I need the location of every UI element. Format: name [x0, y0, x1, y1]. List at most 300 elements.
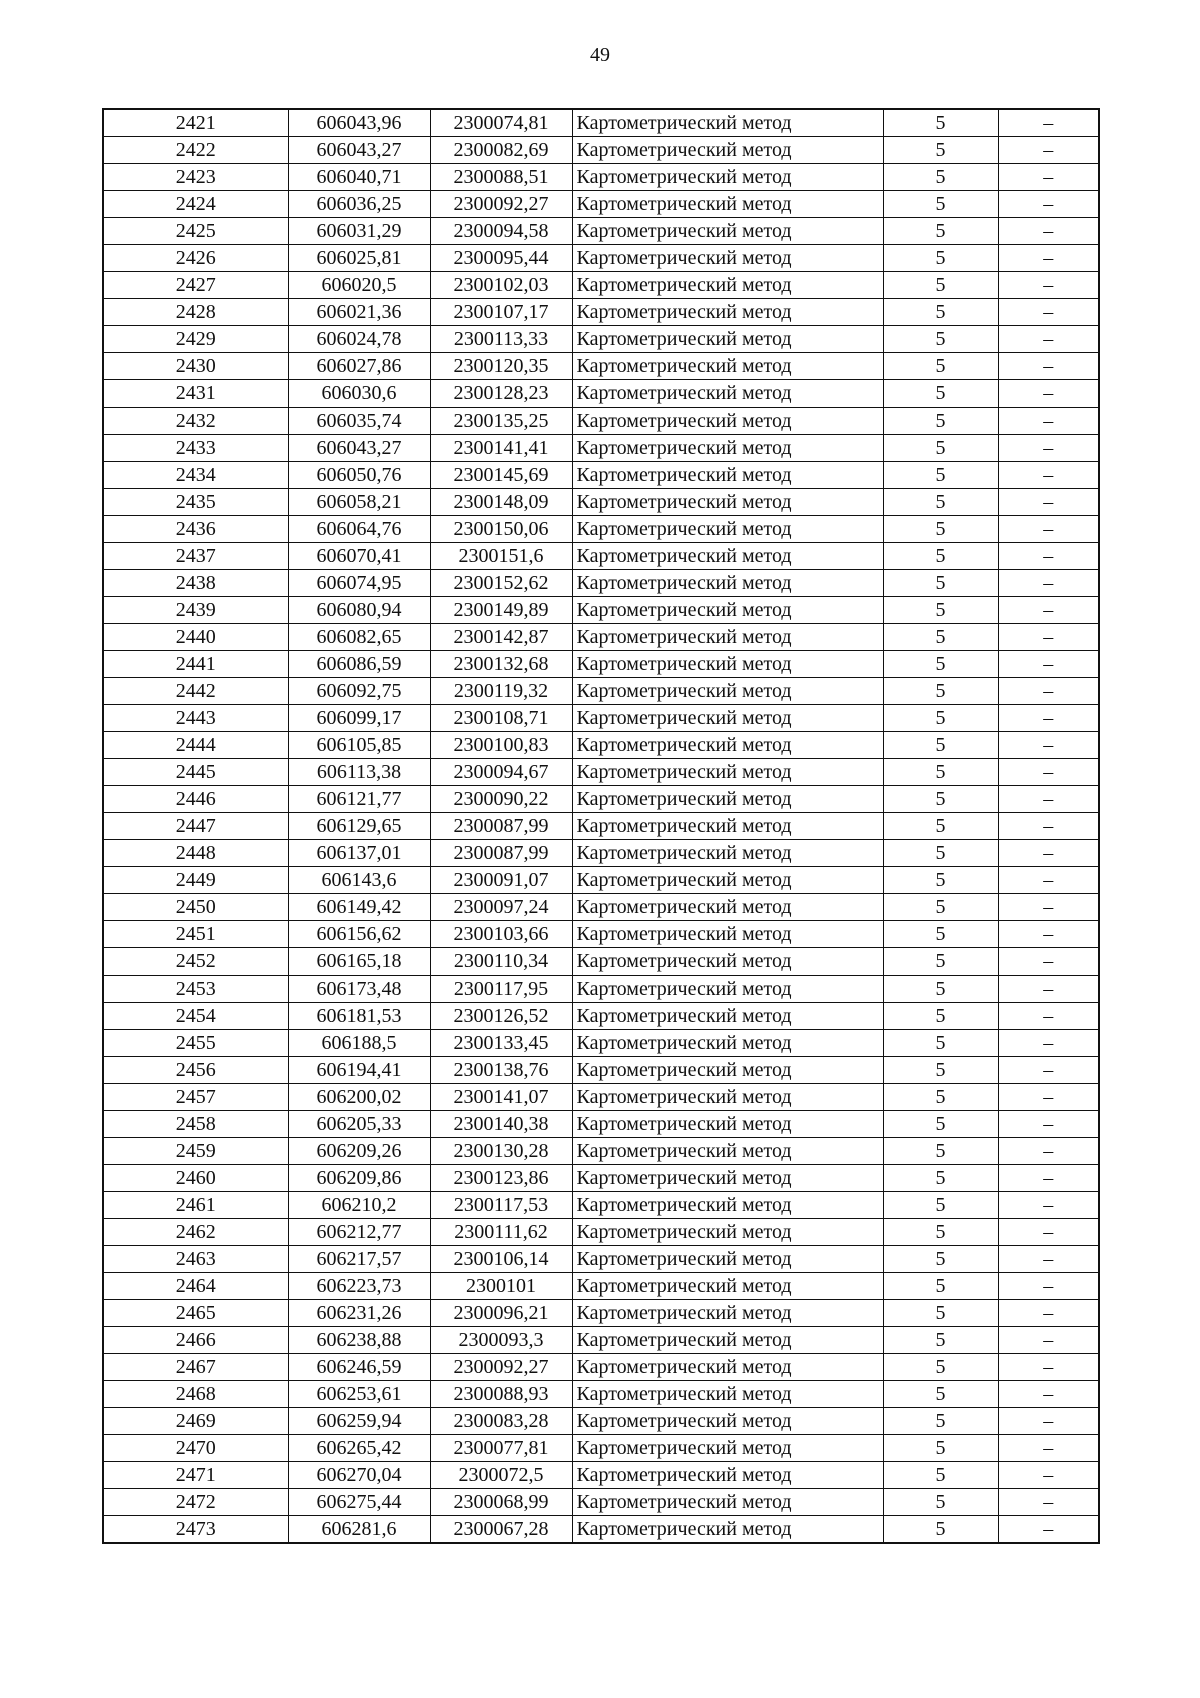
- accuracy-cell: 5: [883, 623, 998, 650]
- point-number-cell: 2459: [103, 1137, 288, 1164]
- accuracy-cell: 5: [883, 1462, 998, 1489]
- y-coordinate-cell: 2300094,67: [430, 759, 572, 786]
- description-cell: –: [998, 109, 1099, 137]
- x-coordinate-cell: 606181,53: [288, 1002, 430, 1029]
- description-cell: –: [998, 1408, 1099, 1435]
- accuracy-cell: 5: [883, 1273, 998, 1300]
- x-coordinate-cell: 606129,65: [288, 813, 430, 840]
- table-row: [103, 353, 1099, 380]
- table-row: [103, 650, 1099, 677]
- page-number: 49: [590, 44, 610, 66]
- table-row: [103, 596, 1099, 623]
- point-number-cell: 2424: [103, 191, 288, 218]
- point-number-cell: 2466: [103, 1327, 288, 1354]
- method-cell: Картометрический метод: [572, 1191, 883, 1218]
- table-row: [103, 975, 1099, 1002]
- accuracy-cell: 5: [883, 407, 998, 434]
- description-cell: –: [998, 596, 1099, 623]
- point-number-cell: 2461: [103, 1191, 288, 1218]
- table-row: [103, 1137, 1099, 1164]
- x-coordinate-cell: 606188,5: [288, 1029, 430, 1056]
- accuracy-cell: 5: [883, 1435, 998, 1462]
- x-coordinate-cell: 606024,78: [288, 326, 430, 353]
- table-row: [103, 948, 1099, 975]
- accuracy-cell: 5: [883, 921, 998, 948]
- table-row: [103, 732, 1099, 759]
- point-number-cell: 2422: [103, 137, 288, 164]
- point-number-cell: 2469: [103, 1408, 288, 1435]
- method-cell: Картометрический метод: [572, 109, 883, 137]
- accuracy-cell: 5: [883, 245, 998, 272]
- y-coordinate-cell: 2300117,95: [430, 975, 572, 1002]
- x-coordinate-cell: 606253,61: [288, 1381, 430, 1408]
- y-coordinate-cell: 2300088,93: [430, 1381, 572, 1408]
- x-coordinate-cell: 606212,77: [288, 1218, 430, 1245]
- table-row: [103, 677, 1099, 704]
- description-cell: –: [998, 1354, 1099, 1381]
- description-cell: –: [998, 1435, 1099, 1462]
- point-number-cell: 2449: [103, 867, 288, 894]
- method-cell: Картометрический метод: [572, 218, 883, 245]
- point-number-cell: 2448: [103, 840, 288, 867]
- method-cell: Картометрический метод: [572, 1327, 883, 1354]
- y-coordinate-cell: 2300132,68: [430, 650, 572, 677]
- point-number-cell: 2455: [103, 1029, 288, 1056]
- point-number-cell: 2465: [103, 1300, 288, 1327]
- method-cell: Картометрический метод: [572, 1002, 883, 1029]
- y-coordinate-cell: 2300111,62: [430, 1218, 572, 1245]
- accuracy-cell: 5: [883, 867, 998, 894]
- point-number-cell: 2460: [103, 1164, 288, 1191]
- accuracy-cell: 5: [883, 461, 998, 488]
- point-number-cell: 2434: [103, 461, 288, 488]
- method-cell: Картометрический метод: [572, 840, 883, 867]
- description-cell: –: [998, 1191, 1099, 1218]
- y-coordinate-cell: 2300128,23: [430, 380, 572, 407]
- x-coordinate-cell: 606270,04: [288, 1462, 430, 1489]
- x-coordinate-cell: 606259,94: [288, 1408, 430, 1435]
- table-row: [103, 380, 1099, 407]
- y-coordinate-cell: 2300123,86: [430, 1164, 572, 1191]
- x-coordinate-cell: 606200,02: [288, 1083, 430, 1110]
- method-cell: Картометрический метод: [572, 191, 883, 218]
- description-cell: –: [998, 1245, 1099, 1272]
- table-row: [103, 218, 1099, 245]
- point-number-cell: 2431: [103, 380, 288, 407]
- point-number-cell: 2452: [103, 948, 288, 975]
- y-coordinate-cell: 2300151,6: [430, 542, 572, 569]
- point-number-cell: 2430: [103, 353, 288, 380]
- x-coordinate-cell: 606040,71: [288, 164, 430, 191]
- description-cell: –: [998, 326, 1099, 353]
- accuracy-cell: 5: [883, 948, 998, 975]
- x-coordinate-cell: 606246,59: [288, 1354, 430, 1381]
- y-coordinate-cell: 2300113,33: [430, 326, 572, 353]
- x-coordinate-cell: 606281,6: [288, 1516, 430, 1544]
- x-coordinate-cell: 606064,76: [288, 515, 430, 542]
- method-cell: Картометрический метод: [572, 1489, 883, 1516]
- accuracy-cell: 5: [883, 1354, 998, 1381]
- point-number-cell: 2445: [103, 759, 288, 786]
- x-coordinate-cell: 606137,01: [288, 840, 430, 867]
- table-row: [103, 759, 1099, 786]
- point-number-cell: 2433: [103, 434, 288, 461]
- method-cell: Картометрический метод: [572, 813, 883, 840]
- y-coordinate-cell: 2300108,71: [430, 705, 572, 732]
- accuracy-cell: 5: [883, 1137, 998, 1164]
- point-number-cell: 2441: [103, 650, 288, 677]
- point-number-cell: 2444: [103, 732, 288, 759]
- x-coordinate-cell: 606035,74: [288, 407, 430, 434]
- method-cell: Картометрический метод: [572, 569, 883, 596]
- accuracy-cell: 5: [883, 380, 998, 407]
- description-cell: –: [998, 542, 1099, 569]
- description-cell: –: [998, 407, 1099, 434]
- y-coordinate-cell: 2300120,35: [430, 353, 572, 380]
- description-cell: –: [998, 786, 1099, 813]
- table-row: [103, 434, 1099, 461]
- description-cell: –: [998, 1381, 1099, 1408]
- accuracy-cell: 5: [883, 326, 998, 353]
- accuracy-cell: 5: [883, 759, 998, 786]
- method-cell: Картометрический метод: [572, 488, 883, 515]
- point-number-cell: 2451: [103, 921, 288, 948]
- accuracy-cell: 5: [883, 1083, 998, 1110]
- x-coordinate-cell: 606027,86: [288, 353, 430, 380]
- method-cell: Картометрический метод: [572, 245, 883, 272]
- y-coordinate-cell: 2300141,07: [430, 1083, 572, 1110]
- y-coordinate-cell: 2300141,41: [430, 434, 572, 461]
- point-number-cell: 2453: [103, 975, 288, 1002]
- point-number-cell: 2458: [103, 1110, 288, 1137]
- point-number-cell: 2473: [103, 1516, 288, 1544]
- method-cell: Картометрический метод: [572, 1083, 883, 1110]
- table-row: [103, 623, 1099, 650]
- table-row: [103, 109, 1099, 137]
- table-row: [103, 867, 1099, 894]
- description-cell: –: [998, 1489, 1099, 1516]
- description-cell: –: [998, 272, 1099, 299]
- accuracy-cell: 5: [883, 705, 998, 732]
- x-coordinate-cell: 606036,25: [288, 191, 430, 218]
- y-coordinate-cell: 2300110,34: [430, 948, 572, 975]
- accuracy-cell: 5: [883, 1110, 998, 1137]
- point-number-cell: 2447: [103, 813, 288, 840]
- description-cell: –: [998, 732, 1099, 759]
- x-coordinate-cell: 606156,62: [288, 921, 430, 948]
- point-number-cell: 2429: [103, 326, 288, 353]
- point-number-cell: 2463: [103, 1245, 288, 1272]
- x-coordinate-cell: 606086,59: [288, 650, 430, 677]
- y-coordinate-cell: 2300133,45: [430, 1029, 572, 1056]
- method-cell: Картометрический метод: [572, 786, 883, 813]
- method-cell: Картометрический метод: [572, 677, 883, 704]
- accuracy-cell: 5: [883, 894, 998, 921]
- accuracy-cell: 5: [883, 1300, 998, 1327]
- point-number-cell: 2471: [103, 1462, 288, 1489]
- y-coordinate-cell: 2300150,06: [430, 515, 572, 542]
- accuracy-cell: 5: [883, 1029, 998, 1056]
- point-number-cell: 2468: [103, 1381, 288, 1408]
- table-row: [103, 299, 1099, 326]
- method-cell: Картометрический метод: [572, 1029, 883, 1056]
- point-number-cell: 2450: [103, 894, 288, 921]
- y-coordinate-cell: 2300103,66: [430, 921, 572, 948]
- y-coordinate-cell: 2300068,99: [430, 1489, 572, 1516]
- y-coordinate-cell: 2300094,58: [430, 218, 572, 245]
- x-coordinate-cell: 606058,21: [288, 488, 430, 515]
- accuracy-cell: 5: [883, 732, 998, 759]
- table-row: [103, 191, 1099, 218]
- point-number-cell: 2446: [103, 786, 288, 813]
- x-coordinate-cell: 606099,17: [288, 705, 430, 732]
- y-coordinate-cell: 2300107,17: [430, 299, 572, 326]
- description-cell: –: [998, 488, 1099, 515]
- description-cell: –: [998, 137, 1099, 164]
- accuracy-cell: 5: [883, 299, 998, 326]
- accuracy-cell: 5: [883, 596, 998, 623]
- method-cell: Картометрический метод: [572, 1273, 883, 1300]
- description-cell: –: [998, 840, 1099, 867]
- method-cell: Картометрический метод: [572, 650, 883, 677]
- accuracy-cell: 5: [883, 434, 998, 461]
- accuracy-cell: 5: [883, 1245, 998, 1272]
- accuracy-cell: 5: [883, 1002, 998, 1029]
- x-coordinate-cell: 606092,75: [288, 677, 430, 704]
- method-cell: Картометрический метод: [572, 1381, 883, 1408]
- y-coordinate-cell: 2300126,52: [430, 1002, 572, 1029]
- description-cell: –: [998, 948, 1099, 975]
- description-cell: –: [998, 299, 1099, 326]
- description-cell: –: [998, 677, 1099, 704]
- description-cell: –: [998, 191, 1099, 218]
- y-coordinate-cell: 2300149,89: [430, 596, 572, 623]
- coordinates-table-body: [103, 109, 1099, 1543]
- description-cell: –: [998, 218, 1099, 245]
- table-row: [103, 488, 1099, 515]
- x-coordinate-cell: 606030,6: [288, 380, 430, 407]
- x-coordinate-cell: 606050,76: [288, 461, 430, 488]
- table-row: [103, 1381, 1099, 1408]
- method-cell: Картометрический метод: [572, 921, 883, 948]
- table-row: [103, 515, 1099, 542]
- table-row: [103, 1354, 1099, 1381]
- y-coordinate-cell: 2300074,81: [430, 109, 572, 137]
- method-cell: Картометрический метод: [572, 1354, 883, 1381]
- x-coordinate-cell: 606265,42: [288, 1435, 430, 1462]
- method-cell: Картометрический метод: [572, 1137, 883, 1164]
- accuracy-cell: 5: [883, 109, 998, 137]
- y-coordinate-cell: 2300092,27: [430, 1354, 572, 1381]
- accuracy-cell: 5: [883, 975, 998, 1002]
- method-cell: Картометрический метод: [572, 407, 883, 434]
- description-cell: –: [998, 1327, 1099, 1354]
- accuracy-cell: 5: [883, 1516, 998, 1544]
- description-cell: –: [998, 921, 1099, 948]
- accuracy-cell: 5: [883, 1164, 998, 1191]
- y-coordinate-cell: 2300140,38: [430, 1110, 572, 1137]
- method-cell: Картометрический метод: [572, 1245, 883, 1272]
- y-coordinate-cell: 2300101: [430, 1273, 572, 1300]
- point-number-cell: 2462: [103, 1218, 288, 1245]
- method-cell: Картометрический метод: [572, 1300, 883, 1327]
- y-coordinate-cell: 2300088,51: [430, 164, 572, 191]
- y-coordinate-cell: 2300077,81: [430, 1435, 572, 1462]
- point-number-cell: 2423: [103, 164, 288, 191]
- table-row: [103, 1002, 1099, 1029]
- y-coordinate-cell: 2300083,28: [430, 1408, 572, 1435]
- y-coordinate-cell: 2300090,22: [430, 786, 572, 813]
- table-row: [103, 840, 1099, 867]
- point-number-cell: 2436: [103, 515, 288, 542]
- table-row: [103, 1273, 1099, 1300]
- table-row: [103, 1110, 1099, 1137]
- x-coordinate-cell: 606143,6: [288, 867, 430, 894]
- method-cell: Картометрический метод: [572, 380, 883, 407]
- x-coordinate-cell: 606020,5: [288, 272, 430, 299]
- table-row: [103, 1029, 1099, 1056]
- description-cell: –: [998, 623, 1099, 650]
- description-cell: –: [998, 164, 1099, 191]
- point-number-cell: 2425: [103, 218, 288, 245]
- description-cell: –: [998, 705, 1099, 732]
- table-row: [103, 1408, 1099, 1435]
- y-coordinate-cell: 2300135,25: [430, 407, 572, 434]
- description-cell: –: [998, 1110, 1099, 1137]
- description-cell: –: [998, 650, 1099, 677]
- x-coordinate-cell: 606031,29: [288, 218, 430, 245]
- table-row: [103, 569, 1099, 596]
- method-cell: Картометрический метод: [572, 705, 883, 732]
- table-row: [103, 1327, 1099, 1354]
- point-number-cell: 2437: [103, 542, 288, 569]
- description-cell: –: [998, 569, 1099, 596]
- y-coordinate-cell: 2300072,5: [430, 1462, 572, 1489]
- method-cell: Картометрический метод: [572, 623, 883, 650]
- description-cell: –: [998, 894, 1099, 921]
- y-coordinate-cell: 2300095,44: [430, 245, 572, 272]
- point-number-cell: 2457: [103, 1083, 288, 1110]
- point-number-cell: 2470: [103, 1435, 288, 1462]
- y-coordinate-cell: 2300102,03: [430, 272, 572, 299]
- table-row: [103, 1083, 1099, 1110]
- table-row: [103, 137, 1099, 164]
- method-cell: Картометрический метод: [572, 137, 883, 164]
- y-coordinate-cell: 2300138,76: [430, 1056, 572, 1083]
- table-row: [103, 1435, 1099, 1462]
- table-row: [103, 1516, 1099, 1544]
- y-coordinate-cell: 2300097,24: [430, 894, 572, 921]
- table-row: [103, 705, 1099, 732]
- x-coordinate-cell: 606043,27: [288, 434, 430, 461]
- method-cell: Картометрический метод: [572, 434, 883, 461]
- x-coordinate-cell: 606082,65: [288, 623, 430, 650]
- x-coordinate-cell: 606194,41: [288, 1056, 430, 1083]
- table-row: [103, 921, 1099, 948]
- accuracy-cell: 5: [883, 786, 998, 813]
- point-number-cell: 2438: [103, 569, 288, 596]
- x-coordinate-cell: 606080,94: [288, 596, 430, 623]
- table-row: [103, 1300, 1099, 1327]
- method-cell: Картометрический метод: [572, 596, 883, 623]
- y-coordinate-cell: 2300119,32: [430, 677, 572, 704]
- x-coordinate-cell: 606205,33: [288, 1110, 430, 1137]
- x-coordinate-cell: 606149,42: [288, 894, 430, 921]
- table-row: [103, 813, 1099, 840]
- x-coordinate-cell: 606074,95: [288, 569, 430, 596]
- y-coordinate-cell: 2300087,99: [430, 813, 572, 840]
- y-coordinate-cell: 2300082,69: [430, 137, 572, 164]
- x-coordinate-cell: 606121,77: [288, 786, 430, 813]
- method-cell: Картометрический метод: [572, 1056, 883, 1083]
- point-number-cell: 2472: [103, 1489, 288, 1516]
- table-row: [103, 164, 1099, 191]
- table-row: [103, 1245, 1099, 1272]
- accuracy-cell: 5: [883, 191, 998, 218]
- table-row: [103, 1462, 1099, 1489]
- method-cell: Картометрический метод: [572, 975, 883, 1002]
- description-cell: –: [998, 1002, 1099, 1029]
- table-row: [103, 1056, 1099, 1083]
- table-row: [103, 1218, 1099, 1245]
- accuracy-cell: 5: [883, 650, 998, 677]
- accuracy-cell: 5: [883, 164, 998, 191]
- y-coordinate-cell: 2300091,07: [430, 867, 572, 894]
- x-coordinate-cell: 606210,2: [288, 1191, 430, 1218]
- accuracy-cell: 5: [883, 1408, 998, 1435]
- y-coordinate-cell: 2300096,21: [430, 1300, 572, 1327]
- x-coordinate-cell: 606223,73: [288, 1273, 430, 1300]
- x-coordinate-cell: 606209,26: [288, 1137, 430, 1164]
- description-cell: –: [998, 1218, 1099, 1245]
- description-cell: –: [998, 434, 1099, 461]
- point-number-cell: 2421: [103, 109, 288, 137]
- x-coordinate-cell: 606021,36: [288, 299, 430, 326]
- method-cell: Картометрический метод: [572, 1516, 883, 1544]
- method-cell: Картометрический метод: [572, 1435, 883, 1462]
- y-coordinate-cell: 2300145,69: [430, 461, 572, 488]
- point-number-cell: 2440: [103, 623, 288, 650]
- accuracy-cell: 5: [883, 1327, 998, 1354]
- x-coordinate-cell: 606070,41: [288, 542, 430, 569]
- accuracy-cell: 5: [883, 272, 998, 299]
- x-coordinate-cell: 606043,96: [288, 109, 430, 137]
- method-cell: Картометрический метод: [572, 542, 883, 569]
- y-coordinate-cell: 2300130,28: [430, 1137, 572, 1164]
- point-number-cell: 2432: [103, 407, 288, 434]
- accuracy-cell: 5: [883, 1489, 998, 1516]
- accuracy-cell: 5: [883, 840, 998, 867]
- point-number-cell: 2467: [103, 1354, 288, 1381]
- method-cell: Картометрический метод: [572, 299, 883, 326]
- accuracy-cell: 5: [883, 353, 998, 380]
- accuracy-cell: 5: [883, 1381, 998, 1408]
- point-number-cell: 2427: [103, 272, 288, 299]
- accuracy-cell: 5: [883, 515, 998, 542]
- y-coordinate-cell: 2300092,27: [430, 191, 572, 218]
- description-cell: –: [998, 867, 1099, 894]
- method-cell: Картометрический метод: [572, 1218, 883, 1245]
- method-cell: Картометрический метод: [572, 894, 883, 921]
- point-number-cell: 2426: [103, 245, 288, 272]
- method-cell: Картометрический метод: [572, 732, 883, 759]
- x-coordinate-cell: 606275,44: [288, 1489, 430, 1516]
- x-coordinate-cell: 606165,18: [288, 948, 430, 975]
- y-coordinate-cell: 2300100,83: [430, 732, 572, 759]
- x-coordinate-cell: 606113,38: [288, 759, 430, 786]
- description-cell: –: [998, 1164, 1099, 1191]
- description-cell: –: [998, 975, 1099, 1002]
